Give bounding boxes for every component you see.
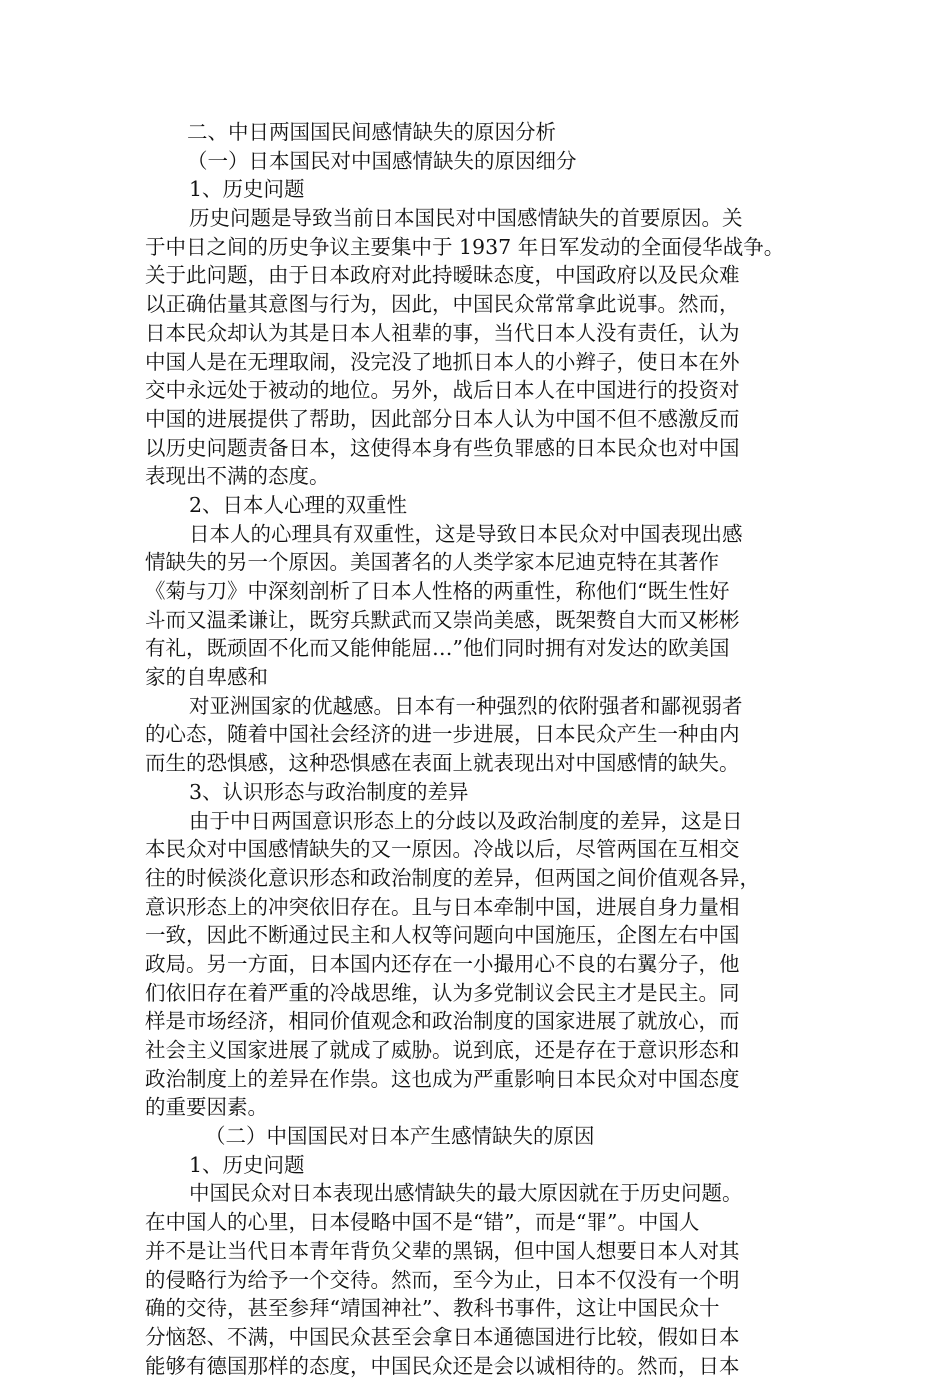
text-line: 并不是让当代日本青年背负父辈的黑锅，但中国人想要日本人对其 bbox=[145, 1238, 740, 1263]
text-line: 一致，因此不断通过民主和人权等问题向中国施压，企图左右中国 bbox=[145, 923, 740, 948]
text-line: 历史问题是导致当前日本国民对中国感情缺失的首要原因。关 bbox=[189, 206, 743, 231]
text-line: 日本民众却认为其是日本人祖辈的事，当代日本人没有责任，认为 bbox=[145, 320, 740, 345]
text-line: （二）中国国民对日本产生感情缺失的原因 bbox=[205, 1124, 595, 1149]
text-line: 以正确估量其意图与行为，因此，中国民众常常拿此说事。然而， bbox=[145, 292, 740, 317]
text-line: 往的时候淡化意识形态和政治制度的差异，但两国之间价值观各异， bbox=[145, 865, 760, 890]
text-line: 样是市场经济，相同价值观念和政治制度的国家进展了就放心，而 bbox=[145, 1009, 740, 1034]
text-line: 3、认识形态与政治制度的差异 bbox=[189, 779, 469, 804]
text-line: 政局。另一方面，日本国内还存在一小撮用心不良的右翼分子，他 bbox=[145, 951, 740, 976]
document-body bbox=[145, 118, 810, 1380]
text-line: 表现出不满的态度。 bbox=[145, 464, 330, 489]
text-line: 在中国人的心里，日本侵略中国不是“错”，而是“罪”。中国人 bbox=[145, 1210, 700, 1235]
text-line: 们依旧存在着严重的冷战思维，认为多党制议会民主才是民主。同 bbox=[145, 980, 740, 1005]
text-line: 于中日之间的历史争议主要集中于 1937 年日军发动的全面侵华战争。 bbox=[145, 234, 785, 259]
text-line: 由于中日两国意识形态上的分歧以及政治制度的差异，这是日 bbox=[189, 808, 743, 833]
text-line: 能够有德国那样的态度，中国民众还是会以诚相待的。然而，日本 bbox=[145, 1353, 740, 1378]
text-line: 的心态，随着中国社会经济的进一步进展，日本民众产生一种由内 bbox=[145, 722, 740, 747]
text-line: 日本人的心理具有双重性，这是导致日本民众对中国表现出感 bbox=[189, 521, 743, 546]
text-line: 关于此问题，由于日本政府对此持暧昧态度，中国政府以及民众难 bbox=[145, 263, 740, 288]
text-line: （一）日本国民对中国感情缺失的原因细分 bbox=[187, 148, 577, 173]
text-line: 确的交待，甚至参拜“靖国神社”、教科书事件，这让中国民众十 bbox=[145, 1296, 720, 1321]
text-line: 交中永远处于被动的地位。另外，战后日本人在中国进行的投资对 bbox=[145, 378, 740, 403]
text-line: 家的自卑感和 bbox=[145, 665, 268, 690]
text-line: 的侵略行为给予一个交待。然而，至今为止，日本不仅没有一个明 bbox=[145, 1267, 740, 1292]
text-line: 政治制度上的差异在作祟。这也成为严重影响日本民众对中国态度 bbox=[145, 1066, 740, 1091]
text-line: 2、日本人心理的双重性 bbox=[189, 492, 408, 517]
text-line: 有礼，既顽固不化而又能伸能屈…”他们同时拥有对发达的欧美国 bbox=[145, 636, 730, 661]
text-line: 对亚洲国家的优越感。日本有一种强烈的依附强者和鄙视弱者 bbox=[189, 693, 743, 718]
text-line: 本民众对中国感情缺失的又一原因。冷战以后，尽管两国在互相交 bbox=[145, 837, 740, 862]
text-line: 二、中日两国国民间感情缺失的原因分析 bbox=[187, 120, 556, 144]
text-line: 意识形态上的冲突依旧存在。且与日本牵制中国，进展自身力量相 bbox=[145, 894, 740, 919]
text-line: 的重要因素。 bbox=[145, 1095, 268, 1120]
text-line: 而生的恐惧感，这种恐惧感在表面上就表现出对中国感情的缺失。 bbox=[145, 751, 740, 776]
text-line: 社会主义国家进展了就成了威胁。说到底，还是存在于意识形态和 bbox=[145, 1038, 740, 1062]
text-line: 1、历史问题 bbox=[189, 1152, 305, 1177]
text-line: 中国的进展提供了帮助，因此部分日本人认为中国不但不感激反而 bbox=[145, 406, 740, 431]
text-line: 中国人是在无理取闹，没完没了地抓日本人的小辫子，使日本在外 bbox=[145, 349, 740, 374]
text-line: 1、历史问题 bbox=[189, 177, 305, 202]
text-line: 分恼怒、不满，中国民众甚至会拿日本通德国进行比较，假如日本 bbox=[145, 1324, 740, 1349]
text-line: 斗而又温柔谦让，既穷兵默武而又崇尚美感，既架赘自大而又彬彬 bbox=[145, 607, 740, 632]
text-line: 《菊与刀》中深刻剖析了日本人性格的两重性，称他们“既生性好 bbox=[145, 579, 730, 603]
text-line: 以历史问题责备日本，这使得本身有些负罪感的日本民众也对中国 bbox=[145, 435, 740, 460]
text-line: 情缺失的另一个原因。美国著名的人类学家本尼迪克特在其著作 bbox=[145, 550, 719, 575]
text-line: 中国民众对日本表现出感情缺失的最大原因就在于历史问题。 bbox=[189, 1181, 743, 1206]
